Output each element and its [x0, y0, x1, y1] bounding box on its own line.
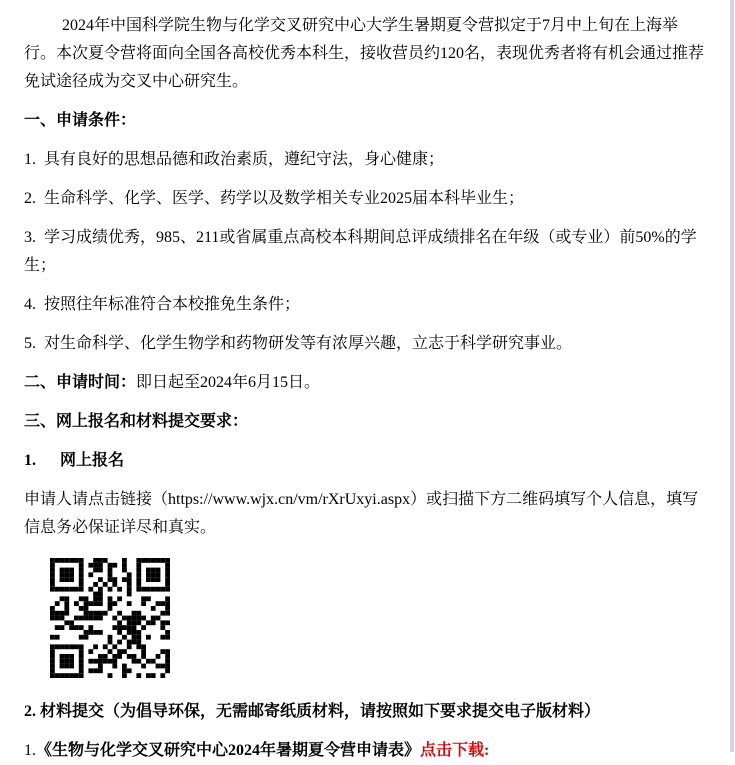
condition-item-1: 1. 具有良好的思想品德和政治素质，遵纪守法，身心健康；: [24, 151, 445, 168]
section2-heading-text: 即日起至2024年6月15日。: [136, 374, 321, 391]
application-instructions-prefix: 申请人请点击链接（: [24, 491, 169, 508]
section3-heading: 三、网上报名和材料提交要求：: [24, 413, 249, 430]
section2-heading-label: 二、申请时间：: [24, 374, 137, 391]
material-item-line: [24, 737, 705, 765]
qr-code-image: [50, 558, 170, 678]
condition-item-5: 5. 对生命科学、化学生物学和药物研发等有浓厚兴趣，立志于科学研究事业。: [24, 335, 573, 352]
application-form-link[interactable]: https://www.wjx.cn/vm/rXrUxyi.aspx: [168, 491, 411, 508]
download-link[interactable]: 点击下载:: [420, 742, 490, 759]
application-instructions-suffix: ）或扫描下方二维码填写个人信息，填写信息务必保证详尽和真实。: [24, 491, 699, 536]
right-border-line: [730, 0, 734, 752]
application-instructions: [24, 486, 705, 542]
online-registration-subheading: 1. 网上报名: [24, 452, 125, 469]
condition-item-3: 3. 学习成绩优秀，985、211或省属重点高校本科期间总评成绩排名在年级（或专业）前50%的学生；: [24, 229, 697, 274]
material-item-number: 1.: [24, 742, 36, 759]
material-item-title: 《生物与化学交叉研究中心2024年暑期夏令营申请表》: [36, 742, 421, 759]
section2-heading: [24, 369, 705, 397]
section1-heading: 一、申请条件：: [24, 112, 137, 129]
intro-paragraph: 2024年中国科学院生物与化学交叉研究中心大学生暑期夏令营拟定于7月中上旬在上海举行。本次夏令营将面向全国各高校优秀本科生，接收营员约120名，表现优秀者将有机会通过推荐免试途径成为交叉中心研究生。: [24, 17, 705, 90]
condition-item-4: 4. 按照往年标准符合本校推免生条件；: [24, 296, 301, 313]
condition-item-2: 2. 生命科学、化学、医学、药学以及数学相关专业2025届本科毕业生；: [24, 190, 525, 207]
material-submission-subheading: 2. 材料提交（为倡导环保，无需邮寄纸质材料，请按照如下要求提交电子版材料）: [24, 703, 601, 720]
